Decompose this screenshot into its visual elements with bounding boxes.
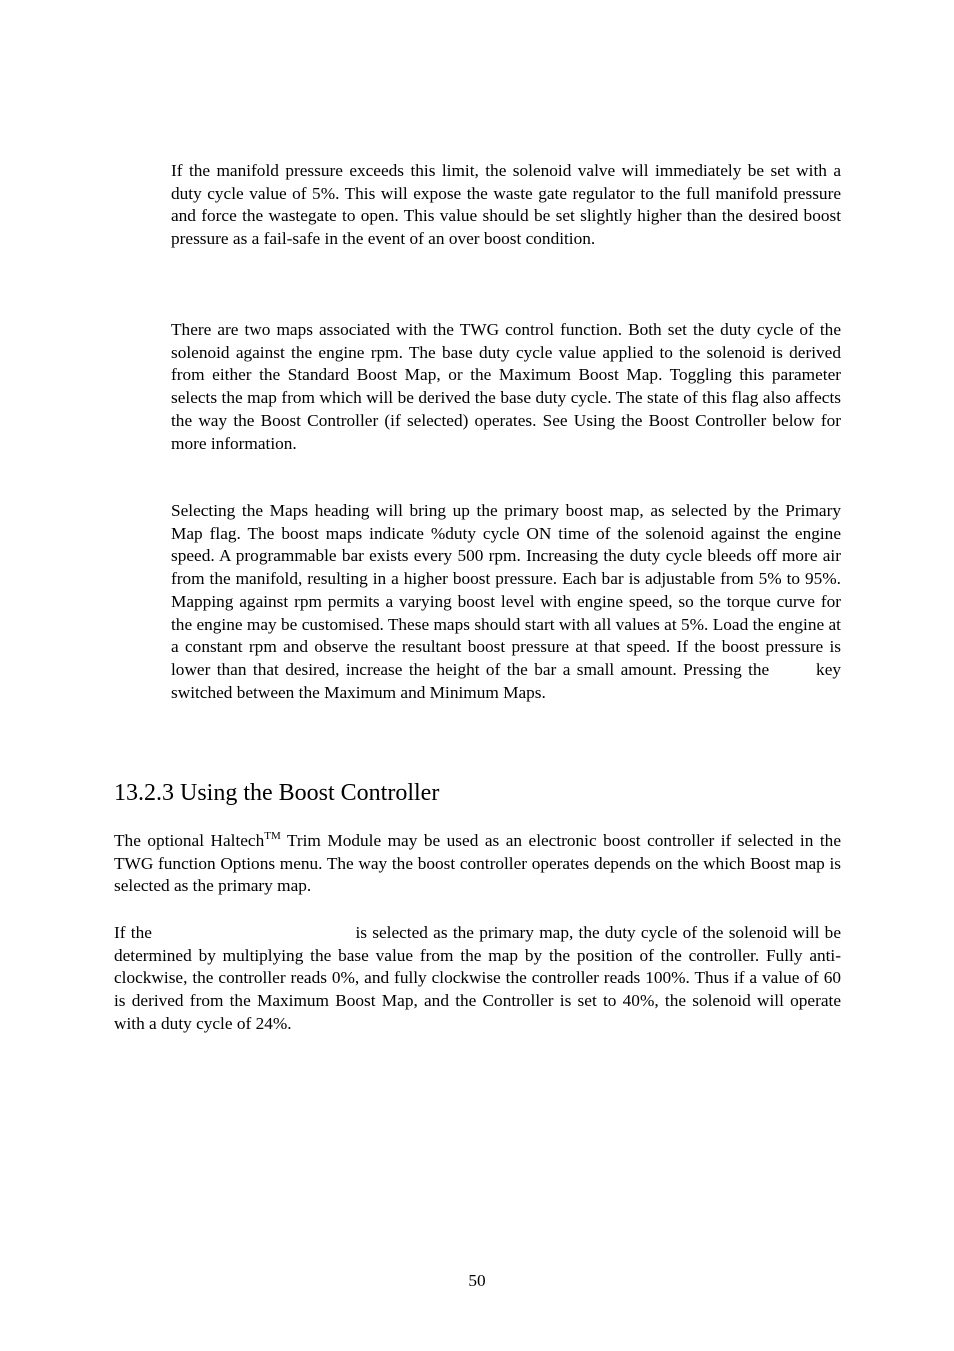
controller-intro-text-rest: Trim Module may be used as an electronic boost controller if selected in the TWG function Options menu. The way the boost controller operates depends on the which Boost map is selected as the primary map. [114,831,841,896]
controller-intro-text: The optional Haltech [114,831,265,850]
page-number: 50 [468,1271,486,1290]
overboost-paragraph: If the manifold pressure exceeds this limit, the solenoid valve will immediately be set with a duty cycle value of 5%. This will expose the waste gate regulator to the full manifold pressure and force the wastegate to open. This value should be set slightly higher than the desired boost pressure as a fail-safe in the event of an over boost condition. [171,161,841,249]
maps-paragraph-text-end: key switched between the Maximum and Minimum Maps. [171,659,841,702]
controller-intro-paragraph [114,830,841,898]
section-heading: 13.2.3 Using the Boost Controller [114,780,440,806]
controller-detail-text: If the [114,923,152,942]
controller-detail-paragraph [114,922,841,1036]
maps-paragraph [171,500,841,704]
primary-map-paragraph: There are two maps associated with the TWG control function. Both set the duty cycle of the solenoid against the engine rpm. The base duty cycle value applied to the solenoid is derived from either the Standard Boost Map, or the Maximum Boost Map. Toggling this parameter selects the map from which will be derived the base duty cycle. The state of this flag also affects the way the Boost Controller (if selected) operates. See Using the Boost Controller below for more information. [171,320,841,453]
controller-detail-text-rest: is selected as the primary map, the duty cycle of the solenoid will be determined by multiplying the base value from the map by the position of the controller. Fully anti-clockwise, the controller reads 0%, and fully clockwise the controller reads 100%. Thus if a value of 60 is derived from the Maximum Boost Map, and the Controller is set to 40%, the solenoid will operate with a duty cycle of 24%. [114,923,841,1033]
trademark-superscript: TM [264,830,281,842]
maps-paragraph-text: Selecting the Maps heading will bring up the primary boost map, as selected by the Primary Map flag. The boost maps indicate %duty cycle ON time of the solenoid against the engine speed. A programmable bar exists every 500 rpm. Increasing the duty cycle bleeds off more air from the manifold, resulting in a higher boost pressure. Each bar is adjustable from 5% to 95%. Mapping against rpm permits a varying boost level with engine speed, so the torque curve for the engine may be customised. These maps should start with all values at 5%. Load the engine at a constant rpm and observe the resultant boost pressure at that speed. If the boost pressure is lower than that desired, increase the height of the bar a small amount. Pressing the [171,501,841,679]
